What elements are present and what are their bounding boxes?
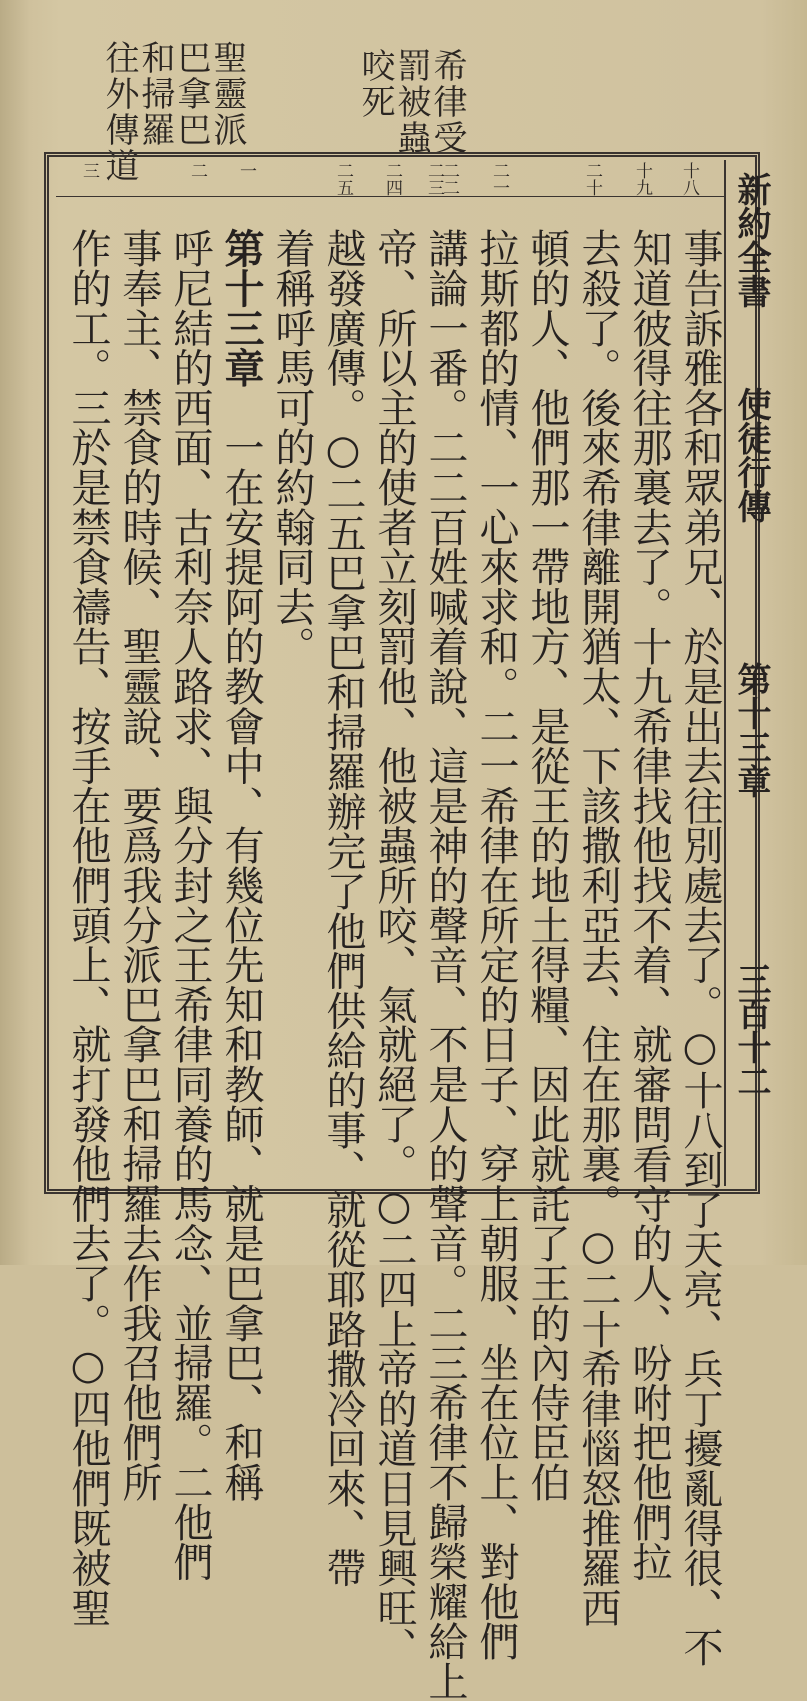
running-head-page: 三百十二 [731,962,771,1098]
text-column-6: 講論一番。二二百姓喊着說、這是神的聲音、不是人的聲音。二三希律不歸榮耀給上 [422,228,468,1701]
running-head-section: 使徒行傳 [731,387,771,523]
verse-number-19: 十九 [632,162,652,196]
text-column-4: 頓的人、他們那一帶地方、是從王的地土得糧、因此就託了王的內侍臣伯 [524,228,570,1502]
text-column-13: 作的工。三於是禁食禱告、按手在他們頭上、就打發他們去了。○四他們既被聖 [65,228,111,1628]
text-column-8: 越發廣傳。○二五巴拿巴和掃羅辦完了他們供給的事、就從耶路撒冷回來、帶 [320,228,366,1588]
running-head [730,172,770,1182]
verse-number-25: 二五 [333,162,353,196]
text-column-11: 呼尼結的西面、古利奈人路求、與分封之王希律同養的馬念、並掃羅。二他們 [167,228,213,1582]
headnote-line-7: 往外傳道 [99,40,139,184]
verse-number-rule [56,196,724,197]
headnote-line-4: 聖靈派 [207,40,247,148]
verse-number-20: 二十 [582,162,602,196]
verse-number-c3: 三 [79,162,99,179]
verse-number-21: 二一 [489,162,509,196]
headnote-line-1: 希律受 [427,48,467,156]
headnote-line-2: 罰被蟲 [391,48,431,156]
headnote-line-5: 巴拿巴 [171,40,211,148]
verse-number-c1: 一 [236,162,256,179]
running-head-book: 新約全書 [731,172,771,308]
verse-number-24: 二四 [382,162,402,196]
running-head-rule [724,160,726,1186]
running-head-chapter: 第十三章 [731,662,771,798]
text-column-7: 帝、所以主的使者立刻罰他、他被蟲所咬、氣就絕了。○二四上帝的道日見興旺、 [371,228,417,1667]
verse-number-23: 二三 [424,162,444,196]
verse-number-18: 十八 [679,162,699,196]
text-column-1: 事告訴雅各和眾弟兄、於是出去往別處去了。○十八到了天亮、兵丁擾亂得很、不 [677,228,723,1667]
verse-number-c2: 二 [187,162,207,179]
headnote-line-3: 咬死 [355,48,395,120]
text-column-2: 知道彼得往那裏去了。十九希律找他找不着、就審問看守的人、吩咐把他們拉 [626,228,672,1582]
text-column-3: 去殺了。後來希律離開猶太、下該撒利亞去、住在那裏。○二十希律惱怒推羅西 [575,228,621,1627]
headnote-line-6: 和掃羅 [135,40,175,148]
text-column-5: 拉斯都的情、一心來求和。二一希律在所定的日子、穿上朝服、坐在位上、對他們 [473,228,519,1661]
text-column-12: 事奉主、禁食的時候、聖靈說、要爲我分派巴拿巴和掃羅去作我召他們所 [116,228,162,1502]
text-column-9: 着稱呼馬可的約翰同去。 [269,228,315,666]
chapter-heading: 第十三章 [218,228,265,388]
text-column-10-chapter-start: 第十三章 一在安提阿的教會中、有幾位先知和教師、就是巴拿巴、和稱 [218,228,265,1502]
verse-number-22: 二二 [439,162,459,196]
